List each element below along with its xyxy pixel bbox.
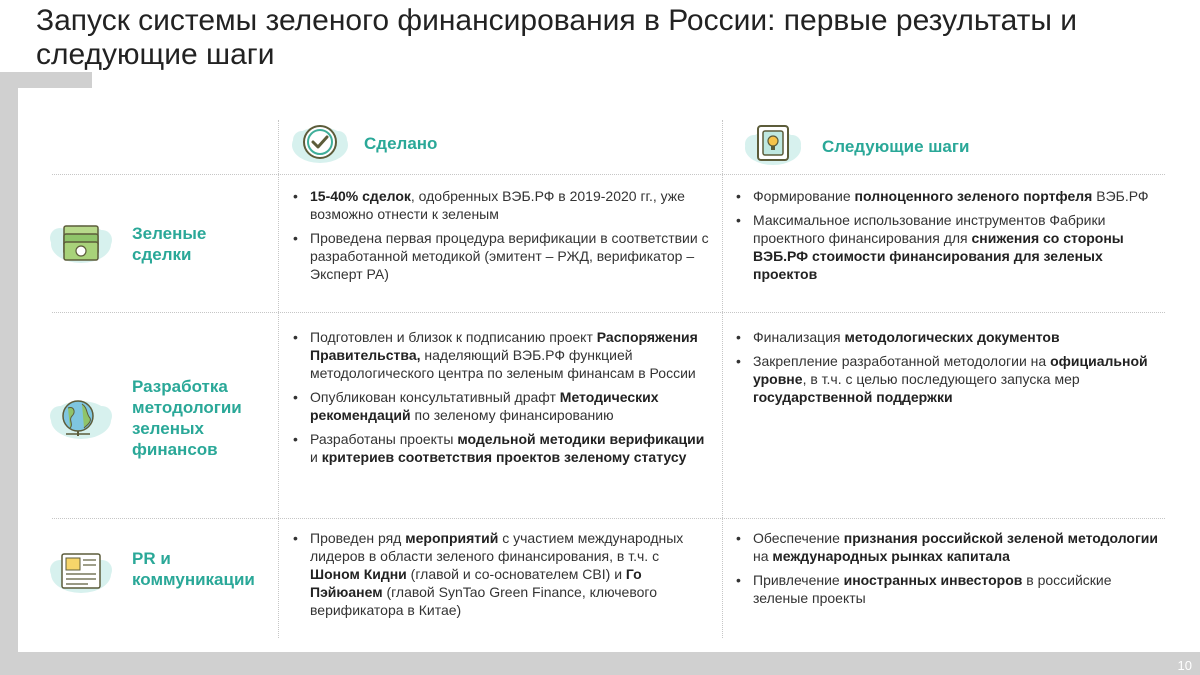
text: (главой SynTao Green Finance, ключевого верификатора в Китае) xyxy=(310,584,657,618)
text: и xyxy=(310,449,322,465)
bold-text: методологических документов xyxy=(844,329,1060,345)
row-label-pr: PR и коммуникации xyxy=(132,549,255,589)
text: Подготовлен и близок к подписанию проект xyxy=(310,329,597,345)
bullet-item xyxy=(290,430,710,466)
checkmark-icon xyxy=(290,118,350,168)
text: Опубликован консультативный драфт xyxy=(310,389,560,405)
bullet-item xyxy=(733,571,1158,607)
text: Проведена первая процедура верификации в соответствии с разработанной методикой (эмитент – РЖД, верификатор – Эксперт РА) xyxy=(310,230,709,282)
left-border-bar xyxy=(0,72,18,654)
grid-line-col1 xyxy=(278,120,279,638)
text: Обеспечение xyxy=(753,530,844,546)
text: Привлечение xyxy=(753,572,844,588)
row-methodology-next-list xyxy=(733,328,1158,412)
bold-text: международных рынках капитала xyxy=(772,548,1010,564)
bold-text: Распоряжения Правительства, xyxy=(310,329,698,363)
money-banknotes-icon xyxy=(48,214,114,268)
grid-line-col2 xyxy=(722,120,723,638)
text: в российские зеленые проекты xyxy=(753,572,1112,606)
bold-text: снижения со стороны ВЭБ.РФ стоимости финансирования для зеленых проектов xyxy=(753,230,1124,282)
bullet-item xyxy=(733,529,1158,565)
bold-text: критериев соответствия проектов зеленому статусу xyxy=(321,449,687,465)
text: Формирование xyxy=(753,188,855,204)
bullet-item xyxy=(733,352,1158,406)
bullet-item xyxy=(290,529,710,619)
column-header-next: Следующие шаги xyxy=(822,137,970,156)
bold-text: мероприятий xyxy=(405,530,499,546)
text: Проведен ряд xyxy=(310,530,406,546)
bold-text: иностранных инвесторов xyxy=(843,572,1023,588)
bold-text: признания российской зеленой методологии xyxy=(843,530,1158,546)
row-pr-done-list xyxy=(290,529,710,625)
bold-text: Методических рекомендаций xyxy=(310,389,659,423)
bold-text: государственной поддержки xyxy=(753,389,953,405)
bullet-item xyxy=(733,187,1158,205)
text: ВЭБ.РФ xyxy=(1092,188,1149,204)
bullet-item xyxy=(733,328,1158,346)
text: по зеленому финансированию xyxy=(410,407,614,423)
bullet-item xyxy=(733,211,1158,283)
text: с участием международных лидеров в области зеленого финансирования, в т.ч. с xyxy=(310,530,684,564)
text: на xyxy=(753,548,773,564)
bold-text: полноценного зеленого портфеля xyxy=(854,188,1093,204)
bullet-item xyxy=(290,328,710,382)
bullet-item xyxy=(290,187,710,223)
grid-line-row2 xyxy=(52,518,1165,519)
bullet-item xyxy=(290,388,710,424)
bold-text: официальной уровне xyxy=(753,353,1148,387)
text: Закрепление разработанной методологии на xyxy=(753,353,1051,369)
bold-text: модельной методики верификации xyxy=(457,431,705,447)
row-methodology-done-list xyxy=(290,328,710,472)
row-label-methodology: Разработка методологии зеленых финансов xyxy=(132,377,242,459)
text: Финализация xyxy=(753,329,845,345)
bold-text: Шоном Кидни xyxy=(310,566,407,582)
grid-line-row1 xyxy=(52,312,1165,313)
bold-text: Го Пэйюанем xyxy=(310,566,642,600)
bold-text: 15-40% сделок xyxy=(310,188,411,204)
column-header-done: Сделано xyxy=(364,134,438,153)
page-number: 10 xyxy=(1177,658,1192,673)
row-green-deals-next-list xyxy=(733,187,1158,289)
text: Разработаны проекты xyxy=(310,431,458,447)
row-green-deals-done-list xyxy=(290,187,710,289)
row-label-green-deals: Зеленые сделки xyxy=(132,224,207,264)
globe-icon xyxy=(48,390,114,444)
slide-title: Запуск системы зеленого финансирования в России: первые результаты и следующие шаги xyxy=(36,4,1078,71)
lightbulb-icon xyxy=(742,120,804,170)
row-pr-next-list xyxy=(733,529,1158,613)
newspaper-icon xyxy=(48,544,114,598)
text: наделяющий ВЭБ.РФ функцией методологического центра по зеленым финансам в России xyxy=(310,347,696,381)
bullet-item xyxy=(290,229,710,283)
text: Максимальное использование инструментов Фабрики проектного финансирования для xyxy=(753,212,1106,246)
title-underline-notch xyxy=(0,72,92,88)
text: , одобренных ВЭБ.РФ в 2019-2020 гг., уже возможно отнести к зеленым xyxy=(310,188,685,222)
grid-line-header xyxy=(52,174,1165,175)
text: (главой и со-основателем CBI) и xyxy=(406,566,626,582)
text: , в т.ч. с целью последующего запуска мер xyxy=(802,371,1080,387)
